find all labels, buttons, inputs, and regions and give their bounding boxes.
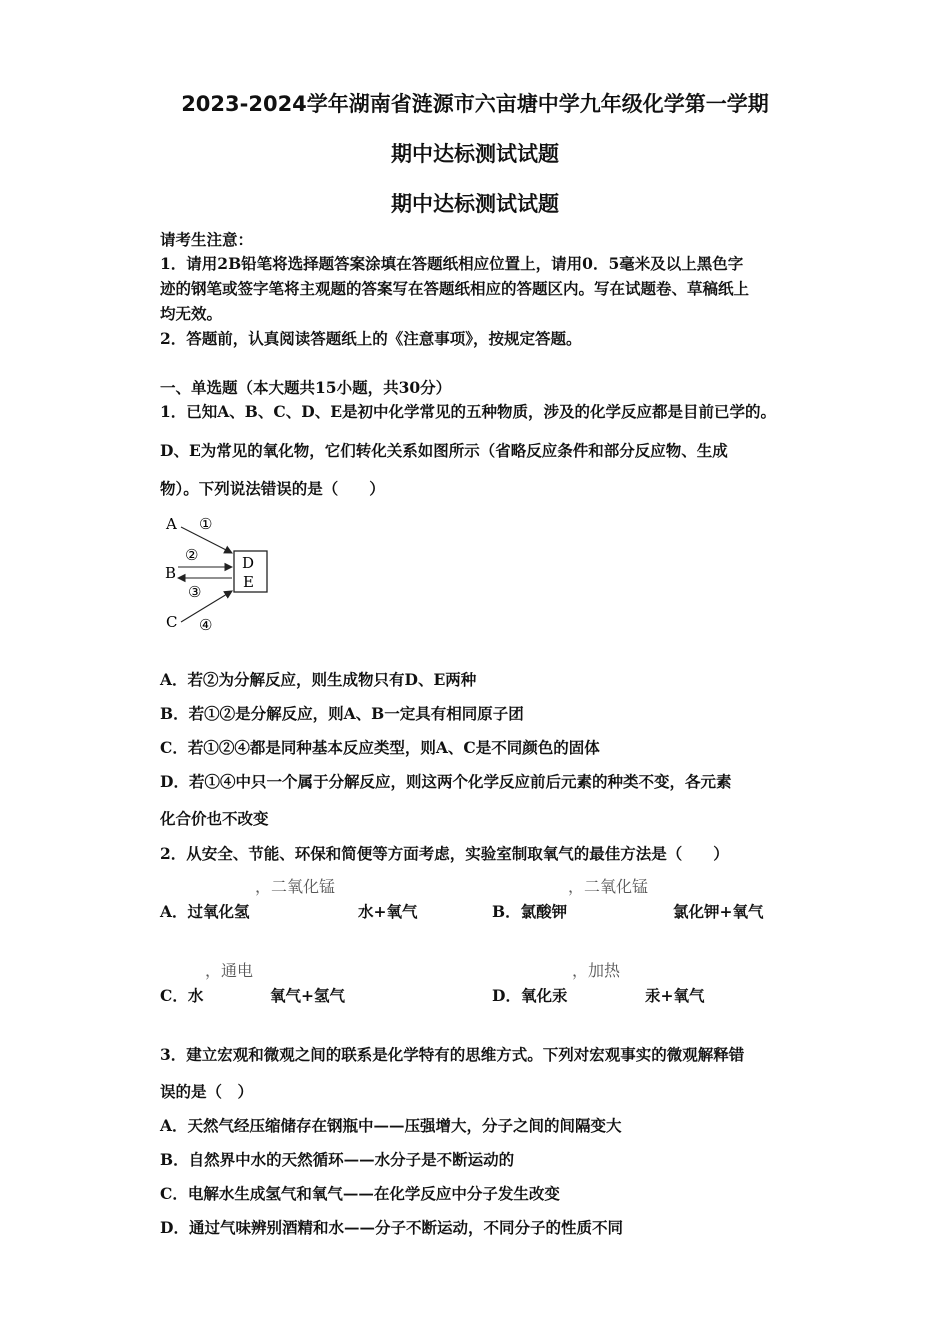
q2-b-condition: ，二氧化锰	[568, 877, 649, 896]
q1-option-a: A．若②为分解反应，则生成物只有D、E两种	[160, 670, 477, 689]
notice-item-1-cont: 迹的钢笔或签字笔将主观题的答案写在答题纸相应的答题区内。写在试题卷、草稿纸上	[160, 279, 750, 298]
step-2-label: ②	[185, 546, 199, 564]
q3-option-b: B．自然界中水的天然循环——水分子是不断运动的	[160, 1150, 515, 1169]
q2-option-a-product: 水+氧气	[358, 902, 418, 921]
node-c: C	[166, 613, 178, 631]
q2-option-d: D．氧化汞	[492, 986, 568, 1005]
q2-option-a: A．过氧化氢	[160, 902, 250, 921]
q3-option-a: A．天然气经压缩储存在钢瓶中——压强增大，分子之间的间隔变大	[160, 1116, 622, 1135]
step-3-label: ③	[188, 583, 202, 601]
q3-option-d: D．通过气味辨别酒精和水——分子不断运动，不同分子的性质不同	[160, 1218, 623, 1237]
q2-d-condition: ，加热	[572, 961, 621, 980]
q2-option-b-product: 氯化钾+氧气	[673, 902, 764, 921]
page-subtitle: 期中达标测试试题	[391, 142, 559, 166]
q2-option-b: B．氯酸钾	[492, 902, 568, 921]
q2-option-d-product: 汞+氧气	[645, 986, 705, 1005]
box-d: D	[242, 554, 255, 572]
q1-option-b: B．若①②是分解反应，则A、B一定具有相同原子团	[160, 704, 524, 723]
q2-stem: 2．从安全、节能、环保和简便等方面考虑，实验室制取氧气的最佳方法是（ ）	[160, 844, 729, 863]
page-subtitle-repeat: 期中达标测试试题	[391, 192, 559, 216]
q1-stem-line1: 1．已知A、B、C、D、E是初中化学常见的五种物质，涉及的化学反应都是目前已学的。	[160, 402, 777, 421]
notice-item-2: 2．答题前，认真阅读答题纸上的《注意事项》，按规定答题。	[160, 329, 582, 348]
q3-stem-line2: 误的是（ ）	[160, 1082, 254, 1101]
q3-option-c: C．电解水生成氢气和氧气——在化学反应中分子发生改变	[160, 1184, 560, 1203]
section-heading: 一、单选题（本大题共15小题，共30分）	[160, 378, 452, 397]
q1-option-c: C．若①②④都是同种基本反应类型，则A、C是不同颜色的固体	[160, 738, 600, 757]
q2-c-condition: ，通电	[205, 961, 254, 980]
step-4-label: ④	[199, 616, 213, 634]
q1-diagram	[155, 505, 285, 640]
q1-stem-line2: D、E为常见的氧化物，它们转化关系如图所示（省略反应条件和部分反应物、生成	[160, 441, 728, 460]
page-title: 2023-2024学年湖南省涟源市六亩塘中学九年级化学第一学期	[181, 92, 769, 116]
notice-item-1-end: 均无效。	[160, 304, 223, 323]
node-b: B	[165, 564, 177, 582]
box-e: E	[243, 573, 254, 591]
node-a: A	[166, 515, 177, 533]
notice-item-1: 1．请用2B铅笔将选择题答案涂填在答题纸相应位置上，请用0．5毫米及以上黑色字	[160, 254, 744, 273]
q1-option-d: D．若①④中只一个属于分解反应，则这两个化学反应前后元素的种类不变，各元素	[160, 772, 732, 791]
q1-option-d-cont: 化合价也不改变	[160, 809, 269, 828]
q3-stem-line1: 3．建立宏观和微观之间的联系是化学特有的思维方式。下列对宏观事实的微观解释错	[160, 1045, 745, 1064]
step-1-label: ①	[199, 515, 213, 533]
notice-heading: 请考生注意：	[160, 230, 254, 249]
q2-option-c-product: 氧气+氢气	[270, 986, 345, 1005]
q1-stem-line3: 物）。下列说法错误的是（ ）	[160, 479, 385, 498]
q2-a-condition: ，二氧化锰	[255, 877, 336, 896]
q2-option-c: C．水	[160, 986, 204, 1005]
